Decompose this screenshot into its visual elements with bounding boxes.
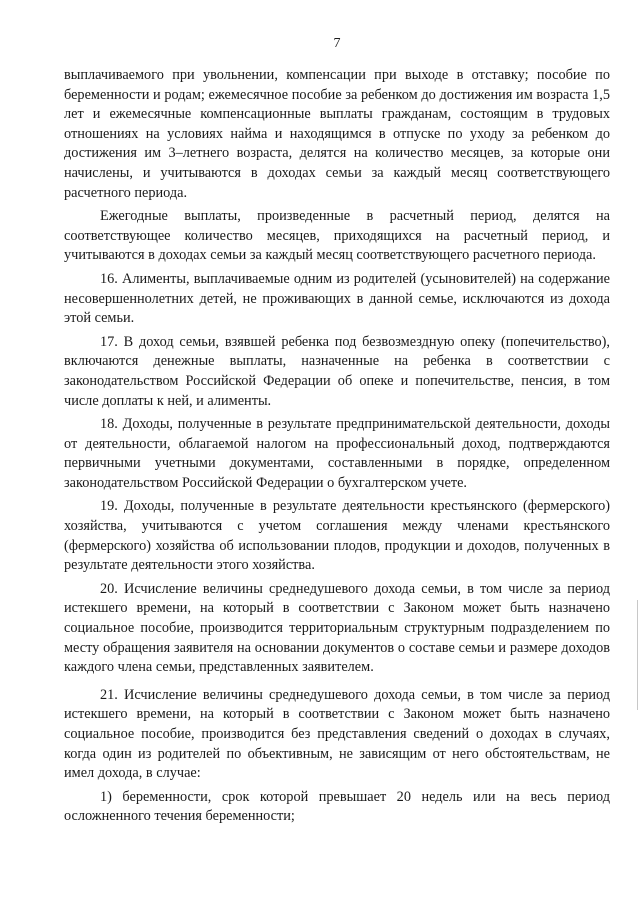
paragraph-annual-payments: Ежегодные выплаты, произведенные в расчетный период, делятся на соответствующее количество месяцев, приходящихся на расчетный период, и учитываются в доходах семьи за каждый месяц соответствующего расчетного периода. [64,208,610,264]
paragraph-16: 16. Алименты, выплачиваемые одним из родителей (усыновителей) на содержание несовершеннолетних детей, не проживающих в данной семье, исключаются из дохода этой семьи. [64,270,610,327]
paragraph-21: 21. Исчисление величины среднедушевого дохода семьи, в том числе за период истекшего времени, на который в соответствии с Законом может быть назначено социальное пособие, производится без представления сведений о доходах в случаях, когда один из родителей по объективным, не зависящим от него обстоятельствам, не имел дохода, в случае: [64,686,610,782]
page-number: 7 [333,36,341,51]
scan-edge-mark [637,600,638,710]
paragraph-19: 19. Доходы, полученные в результате деятельности крестьянского (фермерского) хозяйства, учитываются с учетом соглашения между членами крестьянского (фермерского) хозяйства об использовании плодов, продукции и доходов, полученных в результате деятельности этого хозяйства. [64,498,610,574]
paragraph-18: 18. Доходы, полученные в результате предпринимательской деятельности, доходы от деятельности, облагаемой налогом на профессиональный доход, подтверждаются первичными учетными документами, составленными в порядке, определенном законодательством Российской Федерации о бухгалтерском учете. [64,416,610,491]
paragraph-continuation: выплачиваемого при увольнении, компенсации при выходе в отставку; пособие по беременности и родам; ежемесячное пособие за ребенком до достижения им возраста 1,5 лет и ежемесячные компенсационные выплаты гражданам, состоящим в трудовых отношениях на условиях найма и находящимся в отпуске по уходу за ребенком до достижения им 3–летнего возраста, делятся на количество месяцев, за которые они начислены, и учитываются в доходах семьи за каждый месяц соответствующего расчетного периода. [64,67,610,201]
paragraph-17: 17. В доход семьи, взявшей ребенка под безвозмездную опеку (попечительство), включаются денежные выплаты, назначенные на ребенка в соответствии с законодательством Российской Федерации об опеке и попечительстве, пенсия, в том числе доплаты к ней, и алименты. [64,333,610,409]
paragraph-21-item-1: 1) беременности, срок которой превышает 20 недель или на весь период осложненного течения беременности; [64,788,610,825]
paragraph-20: 20. Исчисление величины среднедушевого дохода семьи, в том числе за период истекшего времени, на который в соответствии с Законом может быть назначено социальное пособие, производится территориальным структурным подразделением по месту обращения заявителя на основании документов о составе семьи и размере доходов каждого члена семьи, представленных заявителем. [64,580,610,676]
